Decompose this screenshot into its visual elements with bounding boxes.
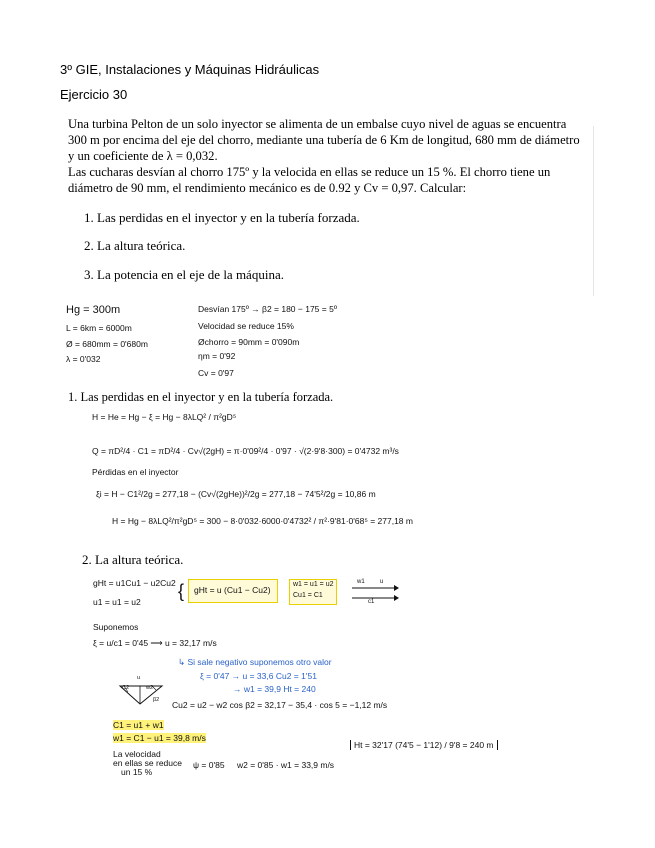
s1-injector-losses: ξi = H − C1²/2g = 277,18 − (Cv√(2gHe))²/2g = 277,18 − 74'5²/2g = 10,86 m [96, 489, 376, 499]
s1-flow-equation: Q = πD²/4 · C1 = πD²/4 · Cv√(2gH) = π·0'09²/4 · 0'97 · √(2·9'8·300) = 0'4732 m³/s [92, 446, 399, 456]
problem-paragraph-1: Una turbina Pelton de un solo inyector se alimenta de un embalse cuyo nivel de aguas se encuentra 300 m por encima del eje del chorro, mediante una tubería de 6 Km de longitud, 680 mm de diámetro y un coeficiente de λ = 0,032. [68, 117, 580, 163]
s1-net-head: H = Hg − 8λLQ²/π²gD⁵ = 300 − 8·0'032·6000·0'4732² / π²·9'81·0'68⁵ = 277,18 m [112, 516, 413, 526]
velocity-equality: u1 = u1 = u2 [93, 597, 141, 607]
section-2-title: 2. La altura teórica. [82, 552, 184, 567]
arrow-label-u: u [380, 579, 384, 585]
note-second-results: → w1 = 39,9 Ht = 240 [233, 684, 316, 694]
given-length: L = 6km = 6000m [66, 323, 132, 333]
cu2-equation [172, 700, 387, 710]
given-diameter: Ø = 680mm = 0'680m [66, 339, 148, 349]
given-efficiency: ηm = 0'92 [198, 351, 236, 361]
c1-arrow-head [394, 595, 399, 601]
s1-head-equation: H = He = Hg − ξ = Hg − 8λLQ² / π²gD⁵ [92, 412, 237, 422]
problem-paragraph-2: Las cucharas desvían al chorro 175º y la velocida en ellas se reduce un 15 %. El chorro tiene un diámetro de 90 mm, el rendimiento mecánico es de 0.92 y Cv = 0,97. Calcular: [68, 165, 551, 195]
note-negative: ↳ Si sale negativo suponemos otro valor [178, 657, 332, 667]
arrow-label-w1: w1 [357, 579, 365, 585]
s1-injector-losses-label: Pérdidas en el inyector [92, 467, 179, 477]
euler-equation: gHt = u1Cu1 − u2Cu2 [93, 578, 176, 588]
velocity-note-line-1: La velocidad [113, 749, 161, 759]
euler-simplified: gHt = u (Cu1 − Cu2) [194, 585, 271, 595]
question-1: 1. Las perdidas en el inyector y en la tubería forzada. [84, 210, 360, 225]
given-lambda: λ = 0'032 [66, 354, 101, 364]
arrow-label-c1: c1 [368, 599, 375, 605]
given-hg: Hg = 300m [66, 304, 121, 316]
assumption-cu1: Cu1 = C1 [293, 592, 323, 599]
suponemos-label: Suponemos [93, 622, 139, 632]
velocity-note-line-3: un 15 % [121, 767, 153, 777]
theoretical-head-result: Ht = 32'17 (74'5 − 1'12) / 9'8 = 240 m [350, 740, 498, 750]
page-divider [593, 126, 594, 296]
assumption-w1: w1 = u1 = u2 [293, 581, 334, 588]
w1-arrow-head [394, 585, 399, 591]
section-1-title: 1. Las perdidas en el inyector y en la tubería forzada. [68, 390, 334, 404]
brace: { [178, 581, 185, 601]
note-second-try: ξ = 0'47 → u = 33,6 Cu2 = 1'51 [200, 671, 317, 681]
question-2: 2. La altura teórica. [84, 238, 186, 253]
triangle-label-c2: C2 [122, 685, 130, 691]
velocity-note-line-2: en ellas se reduce [113, 758, 182, 768]
given-cv: Cv = 0'97 [198, 368, 234, 378]
triangle-label-beta: β2 [153, 697, 160, 703]
course-title: 3º GIE, Instalaciones y Máquinas Hidráulicas [60, 62, 320, 77]
given-velocity-reduction: Velocidad se reduce 15% [198, 321, 294, 331]
given-jet-diameter: Øchorro = 90mm = 0'090m [198, 337, 300, 347]
psi-value: ψ = 0'85 [193, 760, 225, 770]
cu2-equation-text: Cu2 = u2 − w2 cos β2 = 32,17 − 35,4 · cos 5 = −1,12 m/s [172, 700, 388, 710]
w1-equation: w1 = C1 − u1 = 39,8 m/s [113, 733, 206, 743]
triangle-label-u: u [137, 675, 141, 681]
c1-relation: C1 = u1 + w1 [113, 720, 164, 730]
given-deviation: Desvían 175º → β2 = 180 − 175 = 5º [198, 304, 337, 314]
exercise-title: Ejercicio 30 [60, 87, 128, 102]
w2-equation: w2 = 0'85 · w1 = 33,9 m/s [237, 760, 335, 770]
problem-statement [68, 116, 583, 196]
speed-ratio-assumption: ξ = u/c1 = 0'45 ⟶ u = 32,17 m/s [93, 638, 217, 648]
question-3: 3. La potencia en el eje de la máquina. [84, 267, 284, 282]
triangle-label-w2: w2 [146, 685, 154, 691]
